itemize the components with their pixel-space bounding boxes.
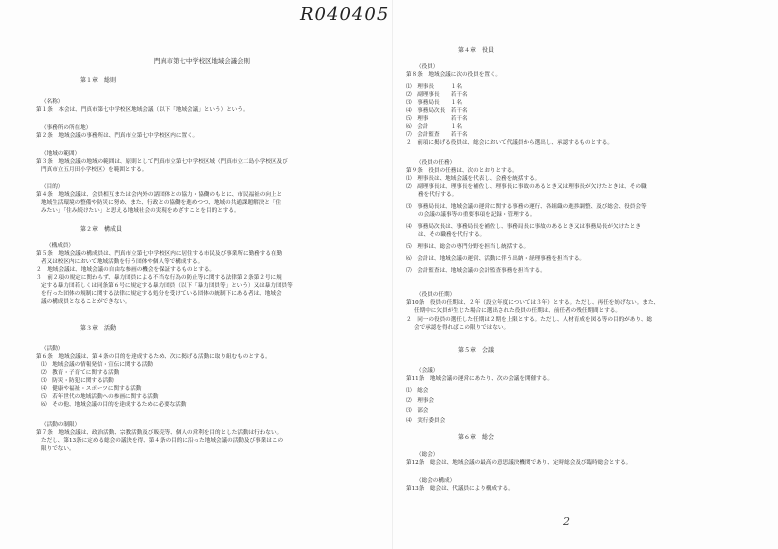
page-fold	[392, 0, 393, 549]
text-line: 第３条 地域会議の地域の範囲は、原則として門真市立第七中学校区域（門真市立二島小学校区及び	[36, 159, 288, 165]
text-line: ⑵ 理事会	[406, 398, 434, 404]
text-line: （事務所の所在地）	[41, 125, 92, 131]
chapter-heading: 第２章 構成員	[80, 226, 123, 233]
text-line: 定する暴力団若しくは同条第６号に規定する暴力団員（以下「暴力団員等」という）又は暴力団員等	[41, 283, 293, 289]
text-line: ２ 前項に掲げる役員は、総会において代議員から選出し、承認するものとする。	[406, 140, 613, 146]
text-line: ２ 同一の役員の選任した任期は２期を上限とする。ただし、人材育成を図る等の目的があり、総	[406, 317, 653, 323]
text-line: ⑵ 教育・子育てに関する活動	[41, 370, 120, 376]
text-line: 門真市立五月田小学校区）を範囲とする。	[41, 167, 148, 173]
text-line: 第７条 地域会議は、政治活動、宗教活動及び販売等、個人の営利を目的とした活動は行わない。	[36, 430, 283, 436]
text-line: （会議）	[416, 368, 439, 374]
text-line: 第５条 地域会議の構成員は、門真市立第七中学校区内に居住する市民及び事業所に勤務する在勤	[36, 251, 283, 257]
text-line: ⑹ 会計は、地域会議の運営、活動に伴う出納・経理事務を担当する。	[406, 256, 586, 262]
chapter-heading: 第３章 活動	[80, 325, 117, 332]
text-line: ⑷ 事務局次長は、事務局長を補佐し、事務局長に事故のあるとき又は事務局長が欠けたとき	[406, 224, 641, 230]
text-line: （地域の範囲）	[41, 151, 81, 157]
text-line: ⑴ 地域会議の情報発信・宣伝に関する活動	[41, 362, 153, 368]
text-line: ⑸ 若年世代の地域活動への参画に関する活動	[41, 394, 159, 400]
text-line: ⑷ 実行委員会	[406, 418, 446, 424]
text-line: ⑶ 防災・防犯に関する活動	[41, 378, 114, 384]
text-line: 第９条 役員の任務は、次のとおりとする。	[406, 168, 518, 174]
text-line: 第６条 地域会議は、第４条の目的を達成するため、次に掲げる活動に取り組むものとする。	[36, 354, 271, 360]
text-line: 任期中に欠員が生じた場合に選出された役員の任期は、前任者の残任期間とする。	[414, 308, 621, 314]
document-title: 門真市第七中学校区地域会議会則	[154, 57, 250, 65]
text-line: ⑶ 事務局長 １名	[406, 100, 462, 106]
text-line: （構成員）	[46, 243, 74, 249]
text-line: 第４条 地域会議は、会員相互または会内外の諸団体との協力・協働のもとに、市民福祉の向上と	[36, 192, 283, 198]
text-line: ⑷ 事務局次長 若干名	[406, 108, 468, 114]
text-line: 議の構成員となることができない。	[41, 299, 131, 305]
text-line: ⑸ 理事 若干名	[406, 116, 468, 122]
text-line: 第１条 本会は、門真市第七中学校区地域会議（以下「地域会議」という）という。	[36, 107, 249, 113]
text-line: （目的）	[41, 184, 64, 190]
handwritten-annotation: R040405	[300, 4, 390, 25]
text-line: 者又は校区内において地域活動を行う団体や個人等で構成する。	[41, 259, 204, 265]
text-line: ⑵ 副理事長は、理事長を補佐し、理事長に事故のあるとき又は理事長が欠けたときは、その職	[406, 184, 647, 190]
text-line: ⑹ その他、地域会議の目的を達成するために必要な活動	[41, 402, 187, 408]
text-line: 務を代行する。	[418, 192, 458, 198]
text-line: ⑶ 事務局長は、地域会議の運営に関する事務の運行、各組織の進捗調整、及び総会、役員会等	[406, 204, 647, 210]
chapter-heading: 第６章 総会	[458, 434, 495, 441]
chapter-heading: 第５章 会議	[458, 347, 495, 354]
text-line: ⑺ 会計監査 若干名	[406, 132, 468, 138]
chapter-heading: 第４章 役員	[458, 47, 495, 54]
text-line: ⑸ 理事は、総会の専門分野を担当し統括する。	[406, 244, 530, 250]
text-line: （役員の任務）	[416, 160, 456, 166]
text-line: 第11条 地域会議の運営にあたり、次の会議を開催する。	[406, 376, 553, 382]
text-line: 第２条 地域会議の事務所は、門真市立第七中学校区内に置く。	[36, 133, 199, 139]
text-line: を行った団体の規制に関する法律に規定する処分を受けている団体の統制下にある者は、地域会	[41, 291, 282, 297]
text-line: （活動）	[41, 346, 64, 352]
text-line: （総会の構成）	[416, 478, 456, 484]
text-line: 限りでない。	[41, 446, 75, 452]
text-line: は、その職務を代行する。	[418, 232, 486, 238]
text-line: ただし、第13条に定める総会の議決を得、第４条の目的に沿った地域会議の活動及び事業はこの	[41, 438, 284, 444]
page-number: 2	[563, 515, 570, 528]
text-line: の会議の議事等の重要事項を記録・管理する。	[418, 212, 536, 218]
text-line: 第10条 役員の任期は、２年（設立年度については３年）とする。ただし、再任を妨げない。また、	[406, 300, 660, 306]
text-line: みたい」「住み続けたい」と思える地域社会の実現をめざすことを目的とする。	[41, 208, 240, 214]
text-line: ２ 地域会議は、地域会議の自由な参画の機会を保証するものとする。	[36, 267, 216, 273]
text-line: 第13条 総会は、代議員により構成する。	[406, 486, 514, 492]
text-line: ⑶ 部会	[406, 408, 429, 414]
text-line: ３ 前２項の規定に関わらず、暴力団員による不当な行為の防止等に関する法律第２条第２号に規	[36, 275, 282, 281]
text-line: ⑵ 副理事長 若干名	[406, 92, 468, 98]
text-line: 地域生活環境の整備や防災に努め、また、行政との協働を進めつつ、地域の共通課題解決と「住	[41, 200, 282, 206]
text-line: ⑴ 理事長 １名	[406, 84, 462, 90]
text-line: （役員）	[416, 64, 439, 70]
text-line: （名称）	[41, 99, 64, 105]
text-line: （総会）	[416, 452, 439, 458]
text-line: ⑺ 会計監査は、地域会議の会計監査事務を担当する。	[406, 268, 546, 274]
text-line: ⑷ 健康や福祉・スポーツに関する活動	[41, 386, 142, 392]
chapter-heading: 第１章 総則	[80, 77, 117, 84]
text-line: ⑴ 総会	[406, 388, 429, 394]
text-line: 第８条 地域会議に次の役員を置く。	[406, 72, 501, 78]
text-line: （役員の任期）	[416, 292, 456, 298]
text-line: 会で承認を得ればこの限りではない。	[414, 325, 510, 331]
text-line: ⑹ 会計 １名	[406, 124, 462, 130]
text-line: （活動の制限）	[41, 422, 81, 428]
text-line: 第12条 総会は、地域会議の最高の意思議決機関であり、定時総会及び臨時総会とする。	[406, 460, 632, 466]
text-line: ⑴ 理事長は、地域会議を代表し、会務を統括する。	[406, 176, 541, 182]
